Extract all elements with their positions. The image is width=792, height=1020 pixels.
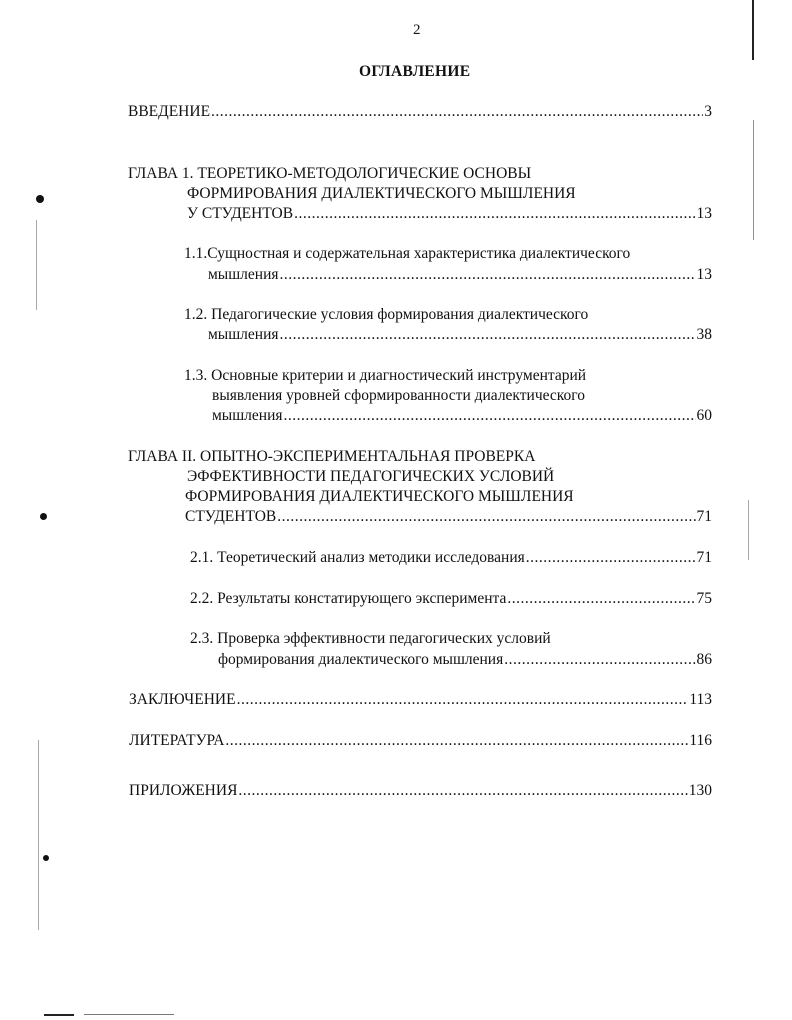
- section-1-3-line-1: 1.3. Основные критерии и диагностический инструментарий: [184, 367, 587, 384]
- toc-entry-section-1-3: [212, 408, 712, 424]
- chapter-2-heading-line-3: ФОРМИРОВАНИЯ ДИАЛЕКТИЧЕСКОГО МЫШЛЕНИЯ: [185, 488, 574, 505]
- toc-entry-chapter-2: [185, 509, 712, 525]
- toc-entry-chapter-1: [187, 206, 712, 222]
- toc-page: 13: [696, 205, 712, 222]
- toc-page: 130: [688, 782, 712, 799]
- chapter-1-heading-line-2: ФОРМИРОВАНИЯ ДИАЛЕКТИЧЕСКОГО МЫШЛЕНИЯ: [187, 185, 576, 202]
- toc-page: 60: [696, 407, 712, 424]
- toc-page: 86: [696, 651, 712, 668]
- toc-leader-dots: [280, 267, 696, 283]
- scan-edge-line: [84, 1014, 174, 1015]
- toc-label: 2.1. Теоретический анализ методики исследования: [190, 549, 525, 566]
- chapter-2-heading-line-2: ЭФФЕКТИВНОСТИ ПЕДАГОГИЧЕСКИХ УСЛОВИЙ: [187, 468, 555, 485]
- section-1-2-line-1: 1.2. Педагогические условия формирования диалектического: [184, 306, 589, 323]
- toc-leader-dots: [284, 408, 696, 424]
- toc-leader-dots: [526, 550, 696, 566]
- toc-entry-section-1-1: [208, 267, 712, 283]
- scan-edge-line: [748, 500, 749, 560]
- toc-label: ПРИЛОЖЕНИЯ: [129, 782, 238, 799]
- punch-hole-mark: [43, 855, 49, 861]
- toc-page: 38: [696, 326, 712, 343]
- toc-leader-dots: [211, 104, 703, 120]
- toc-label: ЛИТЕРАТУРА: [129, 732, 225, 749]
- scan-edge-line: [44, 1014, 74, 1016]
- toc-entry-literature: [129, 733, 712, 749]
- toc-entry-section-2-3: [218, 652, 712, 668]
- toc-leader-dots: [225, 733, 688, 749]
- page-title: ОГЛАВЛЕНИЕ: [359, 63, 471, 80]
- toc-entry-appendices: [129, 783, 712, 799]
- toc-page: 13: [696, 266, 712, 283]
- toc-label: мышления: [208, 266, 279, 283]
- toc-label: 2.2. Результаты констатирующего эксперимента: [190, 590, 507, 607]
- scan-edge-line: [752, 0, 754, 60]
- toc-entry-introduction: [128, 104, 712, 120]
- toc-entry-section-2-1: [190, 550, 712, 566]
- scan-edge-line: [36, 220, 37, 310]
- section-1-3-line-2: выявления уровней сформированности диалектического: [212, 387, 585, 404]
- toc-page: 113: [689, 691, 712, 708]
- toc-leader-dots: [280, 327, 696, 343]
- section-1-1-line-1: 1.1.Сущностная и содержательная характеристика диалектического: [184, 245, 631, 262]
- page-number: 2: [413, 22, 421, 38]
- toc-label: формирования диалектического мышления: [218, 651, 504, 668]
- toc-leader-dots: [294, 206, 695, 222]
- toc-leader-dots: [237, 692, 689, 708]
- toc-page: 75: [696, 590, 712, 607]
- punch-hole-mark: [40, 513, 47, 520]
- toc-label: ЗАКЛЮЧЕНИЕ: [129, 691, 236, 708]
- toc-page: 116: [689, 732, 712, 749]
- toc-entry-section-1-2: [208, 327, 712, 343]
- toc-entry-section-2-2: [190, 591, 712, 607]
- section-2-3-line-1: 2.3. Проверка эффективности педагогических условий: [190, 630, 551, 647]
- chapter-2-heading-line-1: ГЛАВА II. ОПЫТНО-ЭКСПЕРИМЕНТАЛЬНАЯ ПРОВЕРКА: [128, 448, 536, 465]
- toc-entry-conclusion: [129, 692, 712, 708]
- toc-label: мышления: [212, 407, 283, 424]
- scan-edge-line: [753, 120, 754, 240]
- scan-edge-line: [38, 740, 39, 930]
- toc-page: 3: [704, 103, 712, 120]
- chapter-1-heading-line-1: ГЛАВА 1. ТЕОРЕТИКО-МЕТОДОЛОГИЧЕСКИЕ ОСНОВЫ: [128, 165, 532, 182]
- toc-label: мышления: [208, 326, 279, 343]
- toc-leader-dots: [277, 509, 695, 525]
- toc-label: ВВЕДЕНИЕ: [128, 103, 211, 120]
- toc-leader-dots: [504, 652, 695, 668]
- toc-leader-dots: [238, 783, 687, 799]
- toc-page: 71: [696, 549, 712, 566]
- toc-label: СТУДЕНТОВ: [185, 508, 277, 525]
- toc-page: 71: [696, 508, 712, 525]
- toc-leader-dots: [507, 591, 695, 607]
- toc-label: У СТУДЕНТОВ: [187, 205, 294, 222]
- punch-hole-mark: [36, 195, 44, 203]
